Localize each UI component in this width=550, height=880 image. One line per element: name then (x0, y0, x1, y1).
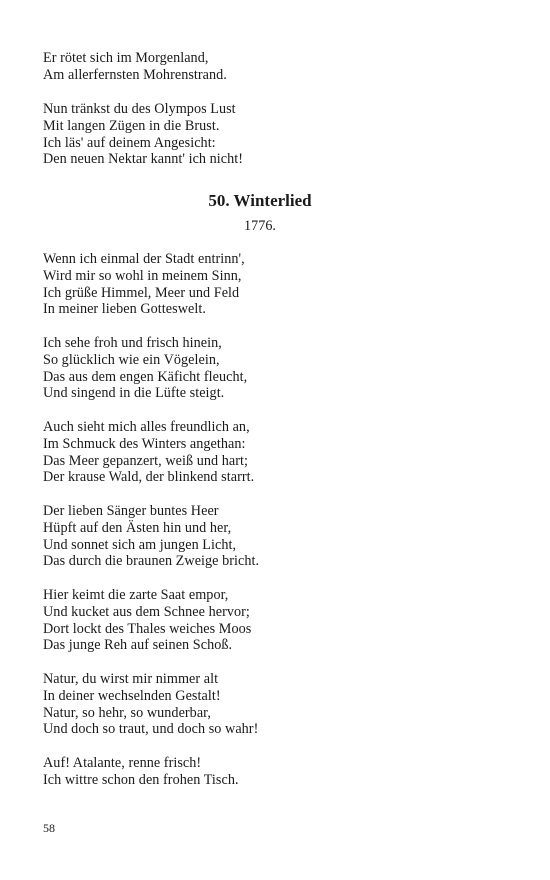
verse-line: Das Meer gepanzert, weiß und hart; (43, 452, 248, 469)
verse-line: Nun tränkst du des Olympos Lust (43, 101, 236, 117)
verse-line: Hüpft auf den Ästen hin und her, (43, 519, 232, 536)
poem-year: 1776. (244, 218, 276, 234)
verse-line: Im Schmuck des Winters angethan: (43, 435, 246, 452)
verse-line: So glücklich wie ein Vögelein, (43, 351, 220, 368)
verse-line: Das aus dem engen Käficht fleucht, (43, 368, 248, 385)
page-number: 58 (43, 821, 55, 835)
verse-line: Er rötet sich im Morgenland, (43, 50, 209, 66)
verse-line: Auch sieht mich alles freundlich an, (43, 419, 250, 435)
verse-line: Natur, du wirst mir nimmer alt (43, 671, 219, 687)
verse-line: Am allerfernsten Mohrenstrand. (43, 66, 227, 83)
poem-stanza-2 (43, 335, 247, 402)
poem-stanza-1 (43, 251, 245, 318)
verse-line: Wenn ich einmal der Stadt entrinn', (43, 251, 245, 267)
verse-line: Ich sehe froh und frisch hinein, (43, 335, 222, 351)
verse-line: Und sonnet sich am jungen Licht, (43, 536, 237, 553)
verse-line: In meiner lieben Gotteswelt. (43, 301, 206, 318)
verse-line: Wird mir so wohl in meinem Sinn, (43, 267, 242, 284)
verse-line: Ich läs' auf deinem Angesicht: (43, 134, 216, 151)
verse-line: Der krause Wald, der blinkend starrt. (43, 469, 255, 486)
poem-stanza-3 (43, 419, 254, 486)
verse-line: Dort lockt des Thales weiches Moos (43, 620, 252, 637)
poem-title: 50. Winterlied (208, 191, 312, 210)
verse-line: Ich wittre schon den frohen Tisch. (43, 771, 239, 788)
verse-line: Der lieben Sänger buntes Heer (43, 503, 219, 519)
previous-poem-stanza-1 (43, 50, 227, 84)
poem-stanza-7 (43, 755, 239, 789)
verse-line: Auf! Atalante, renne frisch! (43, 755, 202, 771)
verse-line: Und singend in die Lüfte steigt. (43, 385, 225, 402)
verse-line: Natur, so hehr, so wunderbar, (43, 704, 211, 721)
poem-stanza-6 (43, 671, 258, 738)
verse-line: Und kucket aus dem Schnee hervor; (43, 603, 250, 620)
poem-stanza-4 (43, 503, 259, 570)
verse-line: Ich grüße Himmel, Meer und Feld (43, 284, 240, 301)
verse-line: In deiner wechselnden Gestalt! (43, 687, 221, 704)
poem-stanza-5 (43, 587, 251, 654)
verse-line: Das junge Reh auf seinen Schoß. (43, 637, 233, 654)
previous-poem-stanza-2 (43, 101, 243, 168)
verse-line: Den neuen Nektar kannt' ich nicht! (43, 151, 244, 168)
verse-line: Das durch die braunen Zweige bricht. (43, 553, 260, 570)
verse-line: Und doch so traut, und doch so wahr! (43, 721, 259, 738)
verse-line: Mit langen Zügen in die Brust. (43, 117, 220, 134)
verse-line: Hier keimt die zarte Saat empor, (43, 587, 229, 603)
